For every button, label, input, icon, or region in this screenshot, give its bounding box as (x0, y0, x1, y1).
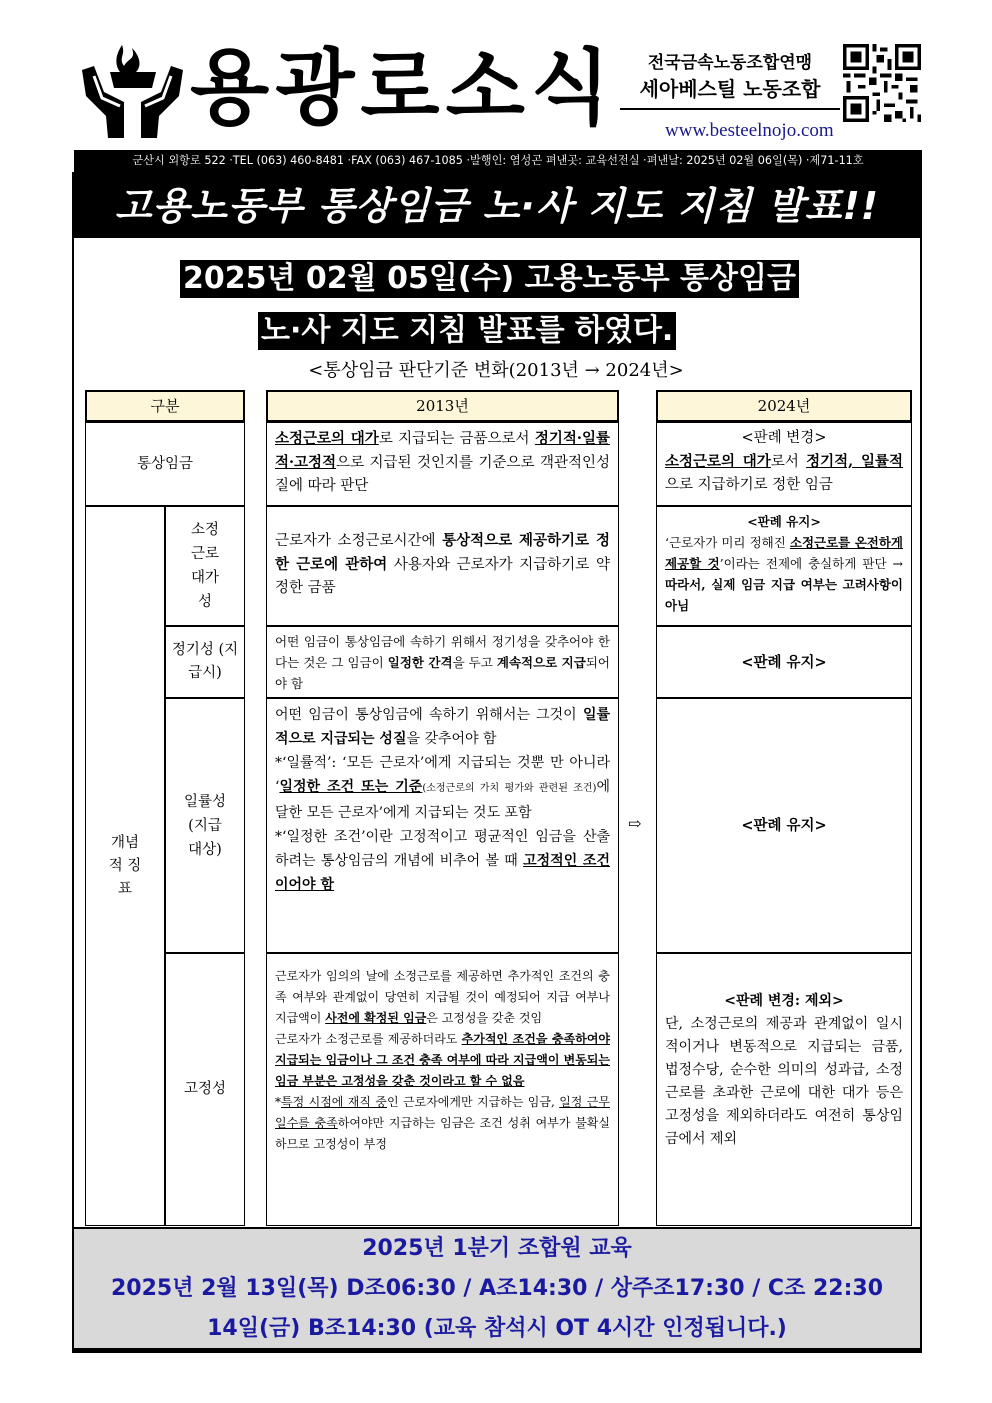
text-run: 로서 (770, 454, 807, 470)
cell-2013-fixedness (266, 953, 619, 1226)
hands-holding-fire-icon (80, 40, 185, 140)
paragraph (275, 1029, 610, 1092)
text-run: 로 지급되는 금품으로서 (378, 431, 535, 447)
row-label-uniformity (165, 698, 245, 953)
federation-name: 전국금속노동조합연맹 (647, 53, 813, 73)
cell-2013-uniformity (266, 698, 619, 953)
text-run: 어떤 임금이 통상임금에 속하기 위해서 정기성을 갖추어야 한다는 것은 그 임금이 (275, 634, 610, 670)
text-run: 사용자와 근로자가 지급하기로 약정한 금품 (275, 557, 610, 596)
union-name: 세아베스틸 노동조합 (620, 74, 840, 110)
bottom-rule (72, 1348, 922, 1350)
headline-line-1: 2025년 02월 05일(수) 고용노동부 통상임금 (180, 260, 799, 298)
qr-code-icon (842, 44, 922, 122)
header-category: 구분 (85, 390, 245, 422)
text-run: ’이라는 전제에 충실하게 판단 → (719, 556, 903, 571)
text-run: 고정적인 조건이어야 함 (275, 853, 610, 893)
label-text: 정기성 (지급시) (171, 642, 239, 681)
text-run: 단, 소정근로의 제공과 관계없이 일시적이거나 변동적으로 지급되는 금품, 법정수당, 순수한 의미의 성과급, 소정근로를 초과한 근로에 대한 대가 등은 고정성을 제외하더라도 여전히 통상임금에서 제외 (665, 1016, 903, 1147)
text-run: ‘근로자가 미리 정해진 (665, 535, 790, 550)
text-run: 소정근로를 온전하게 제공할 것 (665, 535, 903, 571)
cell-2013-consideration (266, 506, 619, 626)
row-label-ordinary-wage (85, 422, 245, 506)
label-text: 개념적 징표 (108, 834, 142, 897)
paragraph (275, 966, 610, 1029)
text-run: 일정한 간격 (387, 655, 453, 670)
text-run: 특정 시점에 재직 중 (281, 1095, 387, 1109)
ruling-tag: <판례 유지> (741, 817, 827, 834)
table-subtitle: <통상임금 판단기준 변화(2013년 → 2024년> (308, 360, 684, 381)
website-link[interactable]: www.besteelnojo.com (665, 120, 834, 141)
cell-2024-consideration (656, 506, 912, 626)
text-run: 을 두고 (452, 655, 497, 670)
education-schedule-line-2: 14일(금) B조14:30 (교육 참석시 OT 4시간 인정됩니다.) (207, 1316, 787, 1341)
ruling-tag: <판례 유지> (747, 514, 821, 529)
header-2024: 2024년 (656, 390, 912, 422)
ruling-tag: <판례 유지> (741, 653, 827, 671)
row-label-consideration (165, 506, 245, 626)
text-run: 일률적으로 지급되는 성질 (275, 707, 610, 747)
cell-2013-ordinary-wage (266, 422, 619, 506)
bullet-1 (275, 751, 610, 825)
cell-2024-uniformity (656, 698, 912, 953)
education-schedule-line-1: 2025년 2월 13일(목) D조06:30 / A조14:30 / 상주조17:30 / C조 22:30 (110, 1276, 884, 1301)
row-label-regularity (165, 626, 245, 698)
text-run: 하여야만 지급하는 임금은 조건 성취 여부가 불확실하므로 고정성이 부정 (275, 1116, 610, 1151)
text-run: *‘일정한 조건’이란 고정적이고 평균적인 임금을 산출하려는 통상임금의 개념에 비추어 볼 때 (275, 829, 610, 869)
ruling-tag: <판례 변경> (741, 430, 827, 446)
ruling-tag: <판례 변경: 제외> (724, 993, 844, 1009)
header-2013: 2013년 (266, 390, 619, 422)
text-run: 일정 근무일수를 충족 (275, 1095, 610, 1130)
text-run: 근로자가 소정근로를 제공하더라도 (275, 1032, 462, 1046)
bottom-rule (72, 1352, 922, 1353)
text-run: 으로 지급된 것인지를 기준으로 객관적인성질에 따라 판단 (275, 455, 610, 494)
text-run: 으로 지급하기로 정한 임금 (665, 477, 833, 493)
cell-2024-ordinary-wage (656, 422, 912, 506)
education-title: 2025년 1분기 조합원 교육 (362, 1236, 632, 1261)
arrow-right-icon: ⇨ (628, 814, 642, 833)
masthead-title: 용광로소식 (190, 40, 617, 136)
label-text: 일률성 (지급 대상) (183, 793, 227, 858)
paragraph (275, 703, 610, 751)
cell-2024-fixedness (656, 953, 912, 1226)
cell-2024-regularity (656, 626, 912, 698)
text-run: 어떤 임금이 통상임금에 속하기 위해서는 그것이 (275, 707, 583, 723)
text-run: 은 고정성을 갖춘 것임 (426, 1011, 543, 1025)
text-run: 정기적, 일률적 (806, 453, 904, 470)
text-run: 에 달한 모든 근로자’에게 지급되는 것도 포함 (275, 779, 610, 821)
text-run: 근로자가 소정근로시간에 (275, 533, 443, 549)
cell-2013-regularity (266, 626, 619, 698)
text-run: 소정근로의 대가 (275, 430, 379, 447)
text-run: *‘일률적’: ‘모든 근로자’에게 지급되는 것뿐 만 아니라 ‘ (275, 755, 610, 795)
text-run: 인 근로자에게만 지급하는 임금, (387, 1095, 560, 1109)
label-text: 소정 근로 대가성 (190, 522, 219, 610)
paragraph (275, 1092, 610, 1155)
text-run: 따라서, 실제 임금 지급 여부는 고려사항이 아님 (665, 577, 903, 613)
text-run: 통상적으로 제공하기로 정한 근로에 관하여 (275, 532, 610, 573)
text-run: 계속적으로 지급 (496, 655, 586, 670)
union-info (620, 52, 840, 110)
text-run: 정기적·일률적·고정적 (275, 430, 610, 471)
text-run: 사전에 확정된 임금 (325, 1011, 427, 1025)
bullet-2 (275, 825, 610, 897)
publication-info-bar: 군산시 외항로 522 ·TEL (063) 460-8481 ·FAX (063) 467-1085 ·발행인: 염성곤 펴낸곳: 교육선전실 ·펴낸날: 2025년 02월 06일(목) ·제71-11호 (74, 150, 922, 172)
row-label-fixedness (165, 953, 245, 1226)
text-run: 되어야 함 (275, 655, 610, 691)
group-label-conceptual-indicators (85, 506, 165, 1226)
banner-title: 고용노동부 통상임금 노·사 지도 지침 발표!! (74, 174, 920, 238)
text-run: (소정근로의 가치 평가와 관련된 조건) (422, 783, 597, 794)
text-run: 추가적인 조건을 충족하여야 지급되는 임금이나 그 조건 충족 여부에 따라 지급액이 변동되는 임금 부분은 고정성을 갖춘 것이라고 할 수 없음 (275, 1032, 610, 1088)
text-run: 소정근로의 대가 (665, 453, 771, 470)
label-text: 통상임금 (136, 455, 194, 472)
text-run: 일정한 조건 또는 기준 (279, 779, 423, 795)
text-run: 을 갖추어야 함 (406, 731, 497, 747)
label-text: 고정성 (183, 1081, 227, 1097)
education-notice (74, 1227, 920, 1349)
text-run: 근로자가 임의의 날에 소정근로를 제공하면 추가적인 조건의 충족 여부와 관계없이 당연히 지급될 것이 예정되어 지급 여부나 지급액이 (275, 969, 610, 1025)
headline-line-2: 노·사 지도 지침 발표를 하였다. (258, 312, 676, 350)
text-run: * (275, 1095, 281, 1109)
